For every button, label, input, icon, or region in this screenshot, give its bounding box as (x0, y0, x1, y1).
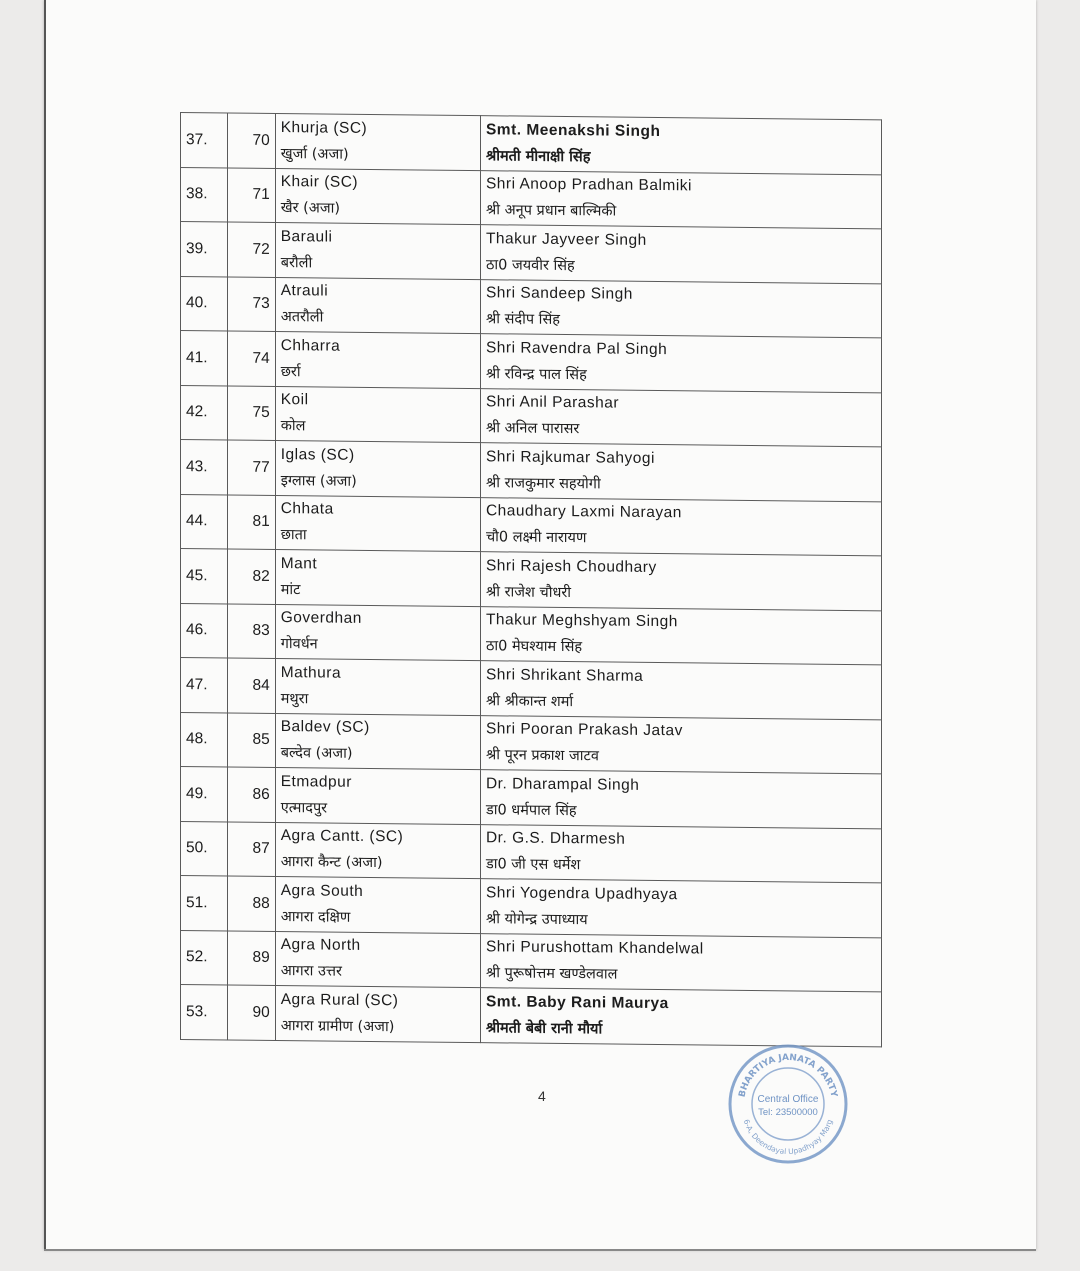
constituency-name-en: Chharra (280, 336, 341, 355)
serial-number-cell (181, 549, 228, 604)
constituency-cell (275, 767, 480, 824)
constituency-cell (275, 113, 480, 170)
constituency-number-cell (228, 331, 275, 386)
candidate-name-hi: श्री पुरूषोत्तम खण्डेलवाल (485, 965, 618, 983)
constituency-cell (275, 440, 480, 497)
candidate-name-hi: श्रीमती बेबी रानी मौर्या (485, 1019, 603, 1038)
constituency-cell (275, 713, 480, 770)
serial-number-cell (181, 331, 228, 386)
constituency-number-cell (228, 386, 275, 441)
constituency-number-cell (228, 222, 275, 277)
constituency-name-en: Barauli (280, 227, 333, 246)
serial-number: 52. (186, 948, 208, 966)
table-row (181, 658, 882, 720)
constituency-name-hi: आगरा दक्षिण (280, 908, 351, 926)
candidate-name-en: Smt. Baby Rani Maurya (485, 992, 669, 1012)
candidate-cell (480, 443, 881, 502)
constituency-name-en: Agra South (280, 881, 364, 900)
candidate-name-en: Dr. G.S. Dharmesh (485, 829, 626, 848)
serial-number: 50. (186, 839, 208, 857)
serial-number-cell (181, 385, 228, 440)
candidate-cell (480, 715, 881, 774)
candidate-name-hi: श्री संदीप सिंह (485, 311, 560, 329)
constituency-name-en: Khurja (SC) (280, 118, 368, 137)
constituency-cell (275, 985, 480, 1042)
serial-number: 43. (186, 457, 208, 476)
constituency-number: 72 (252, 240, 270, 258)
table-row (181, 385, 882, 447)
serial-number: 47. (186, 675, 208, 694)
candidate-name-hi: चौ0 लक्ष्मी नारायण (485, 529, 587, 547)
serial-number: 41. (186, 348, 208, 367)
constituency-name-hi: खुर्जा (अजा) (280, 145, 349, 163)
page-left-edge (44, 0, 46, 1250)
constituency-number-cell (228, 822, 275, 877)
constituency-name-hi: मथुरा (280, 690, 309, 708)
serial-number-cell (181, 985, 228, 1040)
serial-number: 39. (186, 239, 208, 258)
candidate-name-en: Smt. Meenakshi Singh (485, 120, 661, 140)
constituency-cell (275, 604, 480, 661)
serial-number: 40. (186, 294, 208, 312)
constituency-name-hi: छर्रा (280, 363, 301, 381)
table-row (181, 167, 882, 229)
serial-number: 49. (186, 784, 208, 803)
constituency-number: 85 (252, 731, 270, 749)
table-row (181, 276, 882, 338)
serial-number-cell (181, 440, 228, 495)
candidate-name-en: Chaudhary Laxmi Narayan (485, 502, 682, 522)
constituency-name-en: Chhata (280, 500, 334, 518)
constituency-number-cell (228, 495, 275, 550)
table-row (181, 603, 882, 665)
serial-number: 44. (186, 512, 208, 530)
constituency-name-hi: बरौली (280, 254, 313, 272)
constituency-name-hi: गोवर्धन (280, 636, 318, 653)
candidate-cell (480, 933, 881, 992)
constituency-number: 86 (252, 785, 270, 803)
candidate-name-en: Shri Sandeep Singh (485, 284, 633, 303)
constituency-number-cell (228, 658, 275, 713)
constituency-number: 71 (252, 186, 270, 204)
constituency-number: 70 (252, 131, 270, 149)
table-row (181, 930, 882, 992)
constituency-number-cell (228, 277, 275, 332)
constituency-name-hi: मांट (280, 581, 301, 599)
constituency-number-cell (228, 549, 275, 604)
constituency-cell (275, 549, 480, 606)
serial-number-cell (181, 876, 228, 931)
constituency-cell (275, 222, 480, 279)
serial-number-cell (181, 821, 228, 876)
candidate-name-hi: श्री रविन्द्र पाल सिंह (485, 365, 587, 384)
candidate-cell (480, 661, 881, 720)
candidate-name-en: Shri Pooran Prakash Jatav (485, 720, 683, 740)
serial-number-cell (181, 494, 228, 549)
constituency-number: 84 (252, 676, 270, 694)
serial-number: 42. (186, 403, 208, 421)
constituency-name-en: Agra Rural (SC) (280, 990, 399, 1010)
stamp-line-1: Central Office (757, 1094, 819, 1105)
serial-number: 45. (186, 566, 208, 585)
table-row (181, 494, 882, 556)
constituency-number: 83 (252, 622, 270, 640)
serial-number-cell (181, 712, 228, 767)
candidate-cell (480, 770, 881, 829)
constituency-number-cell (228, 440, 275, 495)
candidate-name-hi: श्री राजकुमार सहयोगी (485, 474, 601, 493)
constituency-name-hi: एत्मादपुर (280, 799, 328, 817)
serial-number: 51. (186, 893, 208, 912)
constituency-name-en: Mathura (280, 663, 342, 682)
table-row (181, 440, 882, 502)
constituency-number-cell (228, 604, 275, 659)
serial-number: 48. (186, 730, 208, 748)
candidate-name-en: Shri Purushottam Khandelwal (485, 938, 704, 958)
serial-number-cell (181, 767, 228, 822)
serial-number-cell (181, 930, 228, 985)
candidate-cell (480, 606, 881, 665)
serial-number-cell (181, 167, 228, 222)
constituency-number-cell (228, 713, 275, 768)
candidate-name-hi: श्री अनिल पारासर (485, 420, 580, 438)
table-row (181, 331, 882, 393)
party-office-stamp (726, 1042, 850, 1166)
constituency-cell (275, 331, 480, 388)
constituency-name-en: Atrauli (280, 282, 329, 300)
candidate-name-en: Shri Rajesh Choudhary (485, 556, 657, 576)
constituency-number: 81 (252, 513, 270, 531)
candidate-name-hi: श्री श्रीकान्त शर्मा (485, 692, 574, 710)
constituency-cell (275, 822, 480, 879)
candidate-cell (480, 334, 881, 393)
candidate-name-en: Shri Anoop Pradhan Balmiki (485, 175, 692, 195)
candidate-name-en: Thakur Meghshyam Singh (485, 611, 678, 631)
constituency-name-hi: खैर (अजा) (280, 200, 341, 217)
stamp-arc-top: BHARTIYA JANATA PARTY (737, 1052, 839, 1099)
table-row (181, 113, 882, 175)
constituency-number: 73 (252, 295, 270, 313)
constituency-number-cell (228, 985, 275, 1040)
table-row (181, 876, 882, 938)
table-row (181, 985, 882, 1047)
constituency-name-en: Mant (280, 554, 318, 573)
serial-number-cell (181, 222, 228, 277)
table-row (181, 712, 882, 774)
constituency-name-en: Iglas (SC) (280, 445, 355, 464)
constituency-name-en: Etmadpur (280, 772, 352, 791)
constituency-name-hi: बल्देव (अजा) (280, 745, 353, 763)
table-row (181, 821, 882, 883)
constituency-name-en: Baldev (SC) (280, 718, 370, 737)
candidate-cell (480, 552, 881, 611)
candidate-cell (480, 879, 881, 938)
constituency-name-hi: आगरा उत्तर (280, 963, 342, 980)
serial-number: 53. (186, 1002, 208, 1021)
table-row (181, 767, 882, 829)
candidate-name-hi: श्री योगेन्द्र उपाध्याय (485, 910, 588, 929)
constituency-number: 88 (252, 894, 270, 912)
stamp-line-2: Tel: 23500000 (758, 1107, 818, 1118)
candidate-cell (480, 388, 881, 447)
candidate-name-hi: ठा0 मेघश्याम सिंह (485, 638, 583, 656)
serial-number-cell (181, 603, 228, 658)
candidate-name-en: Shri Anil Parashar (485, 393, 620, 412)
constituency-number: 90 (252, 1003, 270, 1021)
constituency-number: 82 (252, 567, 270, 585)
constituency-name-en: Goverdhan (280, 609, 362, 628)
constituency-number: 87 (252, 840, 270, 858)
candidate-table-body (181, 113, 882, 1047)
constituency-number: 77 (252, 458, 270, 476)
serial-number: 37. (186, 130, 208, 149)
constituency-number: 74 (252, 349, 270, 367)
constituency-name-hi: अतरौली (280, 309, 324, 326)
candidate-name-hi: श्री अनूप प्रधान बाल्मिकी (485, 202, 617, 220)
page-number: 4 (538, 1088, 546, 1104)
serial-number: 38. (186, 185, 208, 203)
constituency-name-hi: इग्लास (अजा) (280, 472, 357, 490)
candidate-name-en: Shri Rajkumar Sahyogi (485, 447, 655, 467)
table-row (181, 222, 882, 284)
candidate-name-hi: डा0 धर्मपाल सिंह (485, 801, 577, 819)
constituency-cell (275, 277, 480, 334)
constituency-cell (275, 168, 480, 225)
candidate-name-hi: श्री पूरन प्रकाश जाटव (485, 747, 599, 765)
constituency-number-cell (228, 168, 275, 223)
candidate-cell (480, 279, 881, 338)
candidate-cell (480, 824, 881, 883)
candidate-name-en: Shri Ravendra Pal Singh (485, 338, 668, 358)
candidate-name-en: Dr. Dharampal Singh (485, 774, 640, 794)
constituency-cell (275, 658, 480, 715)
stamp-arc-bottom: 6-A, Deendayal Upadhyay Marg (741, 1118, 835, 1157)
constituency-number-cell (228, 876, 275, 931)
constituency-name-hi: आगरा ग्रामीण (अजा) (280, 1017, 395, 1035)
constituency-name-hi: आगरा कैन्ट (अजा) (280, 854, 383, 872)
serial-number-cell (181, 113, 228, 168)
constituency-number-cell (228, 767, 275, 822)
candidate-cell (480, 116, 881, 175)
constituency-cell (275, 386, 480, 443)
candidate-list-table (180, 112, 882, 1047)
candidate-cell (480, 988, 881, 1047)
constituency-name-en: Agra Cantt. (SC) (280, 827, 404, 846)
constituency-name-en: Koil (280, 391, 309, 409)
candidate-name-en: Shri Yogendra Upadhyaya (485, 883, 678, 903)
constituency-name-hi: कोल (280, 418, 306, 435)
constituency-name-en: Khair (SC) (280, 173, 359, 192)
constituency-cell (275, 876, 480, 933)
constituency-cell (275, 931, 480, 988)
candidate-name-hi: ठा0 जयवीर सिंह (485, 256, 575, 274)
candidate-name-en: Thakur Jayveer Singh (485, 229, 647, 249)
constituency-name-en: Agra North (280, 936, 361, 955)
serial-number-cell (181, 658, 228, 713)
candidate-name-hi: श्रीमती मीनाक्षी सिंह (485, 147, 591, 166)
candidate-name-hi: श्री राजेश चौधरी (485, 583, 572, 601)
constituency-name-hi: छाता (280, 527, 307, 544)
candidate-name-hi: डा0 जी एस धर्मेश (485, 856, 581, 874)
table-row (181, 549, 882, 611)
constituency-number-cell (228, 931, 275, 986)
constituency-number: 75 (252, 404, 270, 422)
candidate-name-en: Shri Shrikant Sharma (485, 665, 644, 685)
constituency-number-cell (228, 113, 275, 168)
candidate-cell (480, 170, 881, 229)
serial-number: 46. (186, 621, 208, 639)
constituency-cell (275, 495, 480, 552)
constituency-number: 89 (252, 949, 270, 967)
page-bottom-edge (44, 1249, 1036, 1251)
candidate-cell (480, 225, 881, 284)
candidate-cell (480, 497, 881, 556)
serial-number-cell (181, 276, 228, 331)
